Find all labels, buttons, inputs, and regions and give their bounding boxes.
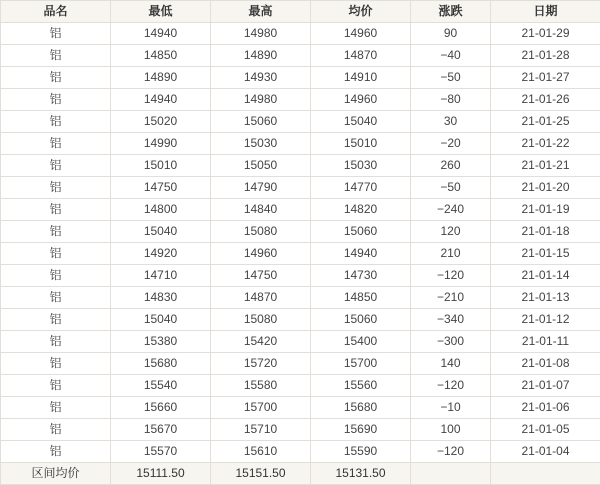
table-row [1, 221, 600, 243]
cell-change: −240 [411, 199, 491, 221]
cell-date: 21-01-18 [491, 221, 600, 243]
cell-high: 14870 [211, 287, 311, 309]
table-row [1, 287, 600, 309]
cell-low: 14750 [111, 177, 211, 199]
cell-date: 21-01-05 [491, 419, 600, 441]
table-row [1, 199, 600, 221]
cell-low: 15040 [111, 309, 211, 331]
cell-average: 15690 [311, 419, 411, 441]
cell-high: 15060 [211, 111, 311, 133]
cell-average: 15680 [311, 397, 411, 419]
cell-average: 14850 [311, 287, 411, 309]
cell-name: 铝 [1, 243, 111, 265]
cell-average: 14960 [311, 23, 411, 45]
cell-high: 15080 [211, 221, 311, 243]
cell-name: 铝 [1, 133, 111, 155]
cell-high: 15420 [211, 331, 311, 353]
cell-date: 21-01-15 [491, 243, 600, 265]
cell-high: 14790 [211, 177, 311, 199]
cell-change: 90 [411, 23, 491, 45]
table-body [1, 23, 600, 485]
cell-low: 15020 [111, 111, 211, 133]
cell-low: 15680 [111, 353, 211, 375]
cell-low: 14920 [111, 243, 211, 265]
cell-change: 30 [411, 111, 491, 133]
cell-high: 14980 [211, 23, 311, 45]
cell-low: 15570 [111, 441, 211, 463]
cell-date: 21-01-29 [491, 23, 600, 45]
cell-change: −120 [411, 375, 491, 397]
table-row [1, 441, 600, 463]
cell-change: −300 [411, 331, 491, 353]
cell-name: 铝 [1, 221, 111, 243]
cell-average: 14770 [311, 177, 411, 199]
table-row [1, 67, 600, 89]
cell-average: 15010 [311, 133, 411, 155]
cell-name: 铝 [1, 287, 111, 309]
summary-date [491, 463, 600, 485]
cell-high: 15710 [211, 419, 311, 441]
column-header-high: 最高 [211, 1, 311, 23]
cell-date: 21-01-12 [491, 309, 600, 331]
cell-date: 21-01-21 [491, 155, 600, 177]
cell-name: 铝 [1, 155, 111, 177]
cell-high: 15720 [211, 353, 311, 375]
cell-average: 15700 [311, 353, 411, 375]
cell-name: 铝 [1, 397, 111, 419]
cell-change: −20 [411, 133, 491, 155]
cell-date: 21-01-11 [491, 331, 600, 353]
table-row [1, 45, 600, 67]
cell-change: 100 [411, 419, 491, 441]
cell-date: 21-01-14 [491, 265, 600, 287]
cell-high: 14980 [211, 89, 311, 111]
table-row [1, 243, 600, 265]
cell-low: 15010 [111, 155, 211, 177]
cell-average: 14910 [311, 67, 411, 89]
table-row [1, 419, 600, 441]
table-row [1, 331, 600, 353]
summary-row [1, 463, 600, 485]
cell-low: 14830 [111, 287, 211, 309]
table-row [1, 23, 600, 45]
column-header-average: 均价 [311, 1, 411, 23]
cell-change: 260 [411, 155, 491, 177]
cell-date: 21-01-27 [491, 67, 600, 89]
table-row [1, 177, 600, 199]
cell-low: 15660 [111, 397, 211, 419]
cell-low: 14890 [111, 67, 211, 89]
cell-name: 铝 [1, 419, 111, 441]
cell-date: 21-01-04 [491, 441, 600, 463]
cell-name: 铝 [1, 45, 111, 67]
cell-high: 15030 [211, 133, 311, 155]
cell-average: 14730 [311, 265, 411, 287]
cell-name: 铝 [1, 89, 111, 111]
cell-name: 铝 [1, 67, 111, 89]
cell-date: 21-01-20 [491, 177, 600, 199]
cell-average: 14940 [311, 243, 411, 265]
cell-date: 21-01-06 [491, 397, 600, 419]
cell-high: 14890 [211, 45, 311, 67]
cell-date: 21-01-25 [491, 111, 600, 133]
cell-change: −50 [411, 177, 491, 199]
cell-low: 14990 [111, 133, 211, 155]
table-row [1, 353, 600, 375]
column-header-date: 日期 [491, 1, 600, 23]
cell-average: 15590 [311, 441, 411, 463]
cell-high: 14960 [211, 243, 311, 265]
cell-average: 14960 [311, 89, 411, 111]
column-header-low: 最低 [111, 1, 211, 23]
cell-low: 15540 [111, 375, 211, 397]
cell-date: 21-01-28 [491, 45, 600, 67]
table-row [1, 111, 600, 133]
table-row [1, 265, 600, 287]
cell-low: 15670 [111, 419, 211, 441]
cell-change: −210 [411, 287, 491, 309]
cell-name: 铝 [1, 265, 111, 287]
cell-name: 铝 [1, 111, 111, 133]
table-row [1, 309, 600, 331]
cell-high: 14930 [211, 67, 311, 89]
cell-change: 140 [411, 353, 491, 375]
cell-change: −340 [411, 309, 491, 331]
cell-name: 铝 [1, 353, 111, 375]
cell-change: −120 [411, 441, 491, 463]
cell-name: 铝 [1, 375, 111, 397]
cell-low: 14940 [111, 89, 211, 111]
column-header-change: 涨跌 [411, 1, 491, 23]
cell-date: 21-01-08 [491, 353, 600, 375]
cell-name: 铝 [1, 441, 111, 463]
cell-low: 14940 [111, 23, 211, 45]
cell-low: 15380 [111, 331, 211, 353]
cell-change: 120 [411, 221, 491, 243]
cell-average: 15400 [311, 331, 411, 353]
cell-change: −40 [411, 45, 491, 67]
cell-low: 15040 [111, 221, 211, 243]
cell-name: 铝 [1, 309, 111, 331]
cell-date: 21-01-19 [491, 199, 600, 221]
table-row [1, 89, 600, 111]
cell-high: 15050 [211, 155, 311, 177]
cell-average: 14870 [311, 45, 411, 67]
cell-name: 铝 [1, 23, 111, 45]
cell-average: 15060 [311, 309, 411, 331]
summary-label: 区间均价 [1, 463, 111, 485]
table-row [1, 397, 600, 419]
cell-date: 21-01-22 [491, 133, 600, 155]
cell-high: 14750 [211, 265, 311, 287]
cell-average: 15060 [311, 221, 411, 243]
cell-low: 14850 [111, 45, 211, 67]
cell-high: 15080 [211, 309, 311, 331]
cell-name: 铝 [1, 177, 111, 199]
cell-average: 15040 [311, 111, 411, 133]
cell-date: 21-01-07 [491, 375, 600, 397]
cell-high: 15610 [211, 441, 311, 463]
table-row [1, 375, 600, 397]
cell-average: 14820 [311, 199, 411, 221]
table-header-row [1, 1, 600, 23]
cell-change: −50 [411, 67, 491, 89]
summary-high: 15151.50 [211, 463, 311, 485]
cell-high: 14840 [211, 199, 311, 221]
cell-average: 15560 [311, 375, 411, 397]
summary-change [411, 463, 491, 485]
table-row [1, 155, 600, 177]
cell-name: 铝 [1, 199, 111, 221]
cell-date: 21-01-26 [491, 89, 600, 111]
cell-high: 15700 [211, 397, 311, 419]
cell-change: −120 [411, 265, 491, 287]
summary-average: 15131.50 [311, 463, 411, 485]
cell-date: 21-01-13 [491, 287, 600, 309]
column-header-name: 品名 [1, 1, 111, 23]
cell-low: 14800 [111, 199, 211, 221]
cell-name: 铝 [1, 331, 111, 353]
summary-low: 15111.50 [111, 463, 211, 485]
cell-change: 210 [411, 243, 491, 265]
table-header [1, 1, 600, 23]
table-row [1, 133, 600, 155]
cell-high: 15580 [211, 375, 311, 397]
cell-average: 15030 [311, 155, 411, 177]
cell-low: 14710 [111, 265, 211, 287]
cell-change: −80 [411, 89, 491, 111]
cell-change: −10 [411, 397, 491, 419]
